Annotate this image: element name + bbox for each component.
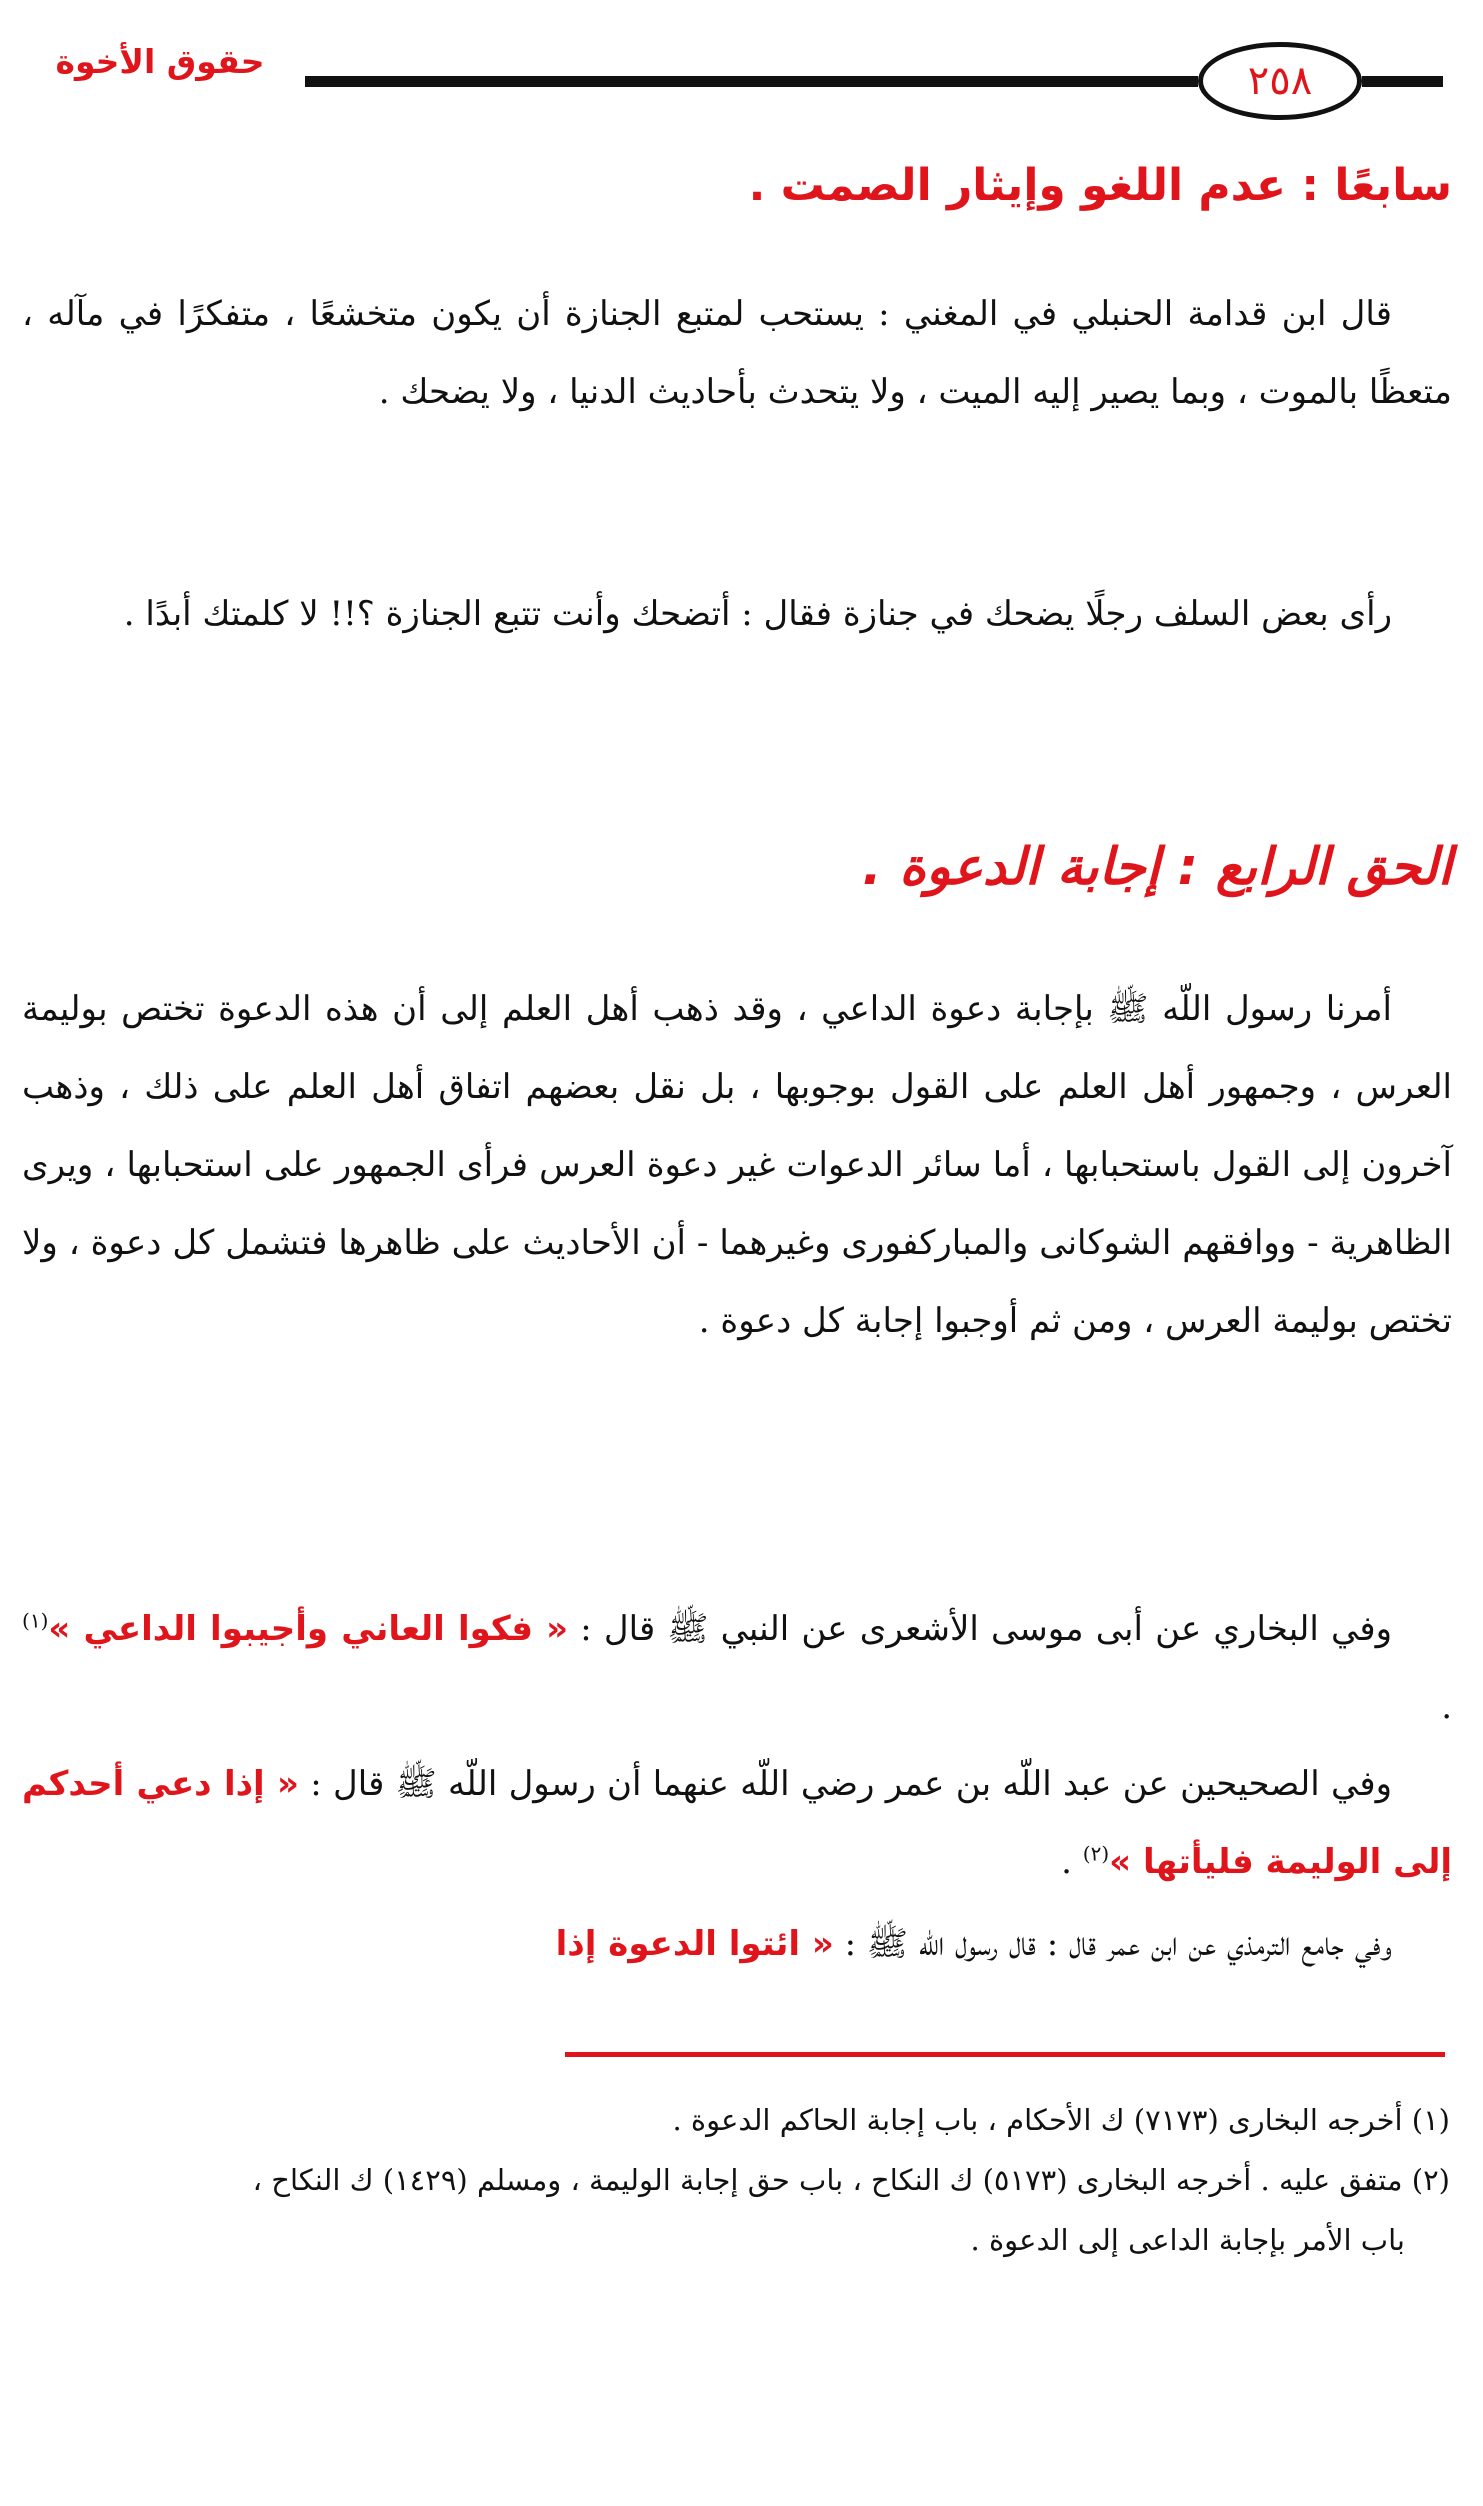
footnote-separator <box>565 2052 1445 2057</box>
footnote-ref: (١) <box>22 1608 49 1633</box>
paragraph-ibn-qudama: قال ابن قدامة الحنبلي في المغني : يستحب لمتبع الجنازة أن يكون متخشعًا ، متفكرًا في مآله ، متعظًا بالموت ، وبما يصير إليه الميت ، ولا يتحدث بأحاديث الدنيا ، ولا يضحك . <box>22 294 1452 412</box>
paragraph-bukhari-hadith <box>22 1590 1452 1746</box>
section-seven-heading: سابعًا : عدم اللغو وإيثار الصمت . <box>748 160 1452 211</box>
footnote-2-continued: باب الأمر بإجابة الداعى إلى الدعوة . <box>970 2223 1405 2257</box>
page-header <box>0 0 1483 120</box>
hadith-quote: « فكوا العاني وأجيبوا الداعي » <box>48 1609 569 1649</box>
footnote-2: (٢) متفق عليه . أخرجه البخارى (٥١٧٣) ك النكاح ، باب حق إجابة الوليمة ، ومسلم (١٤٢٩) ك النكاح ، <box>252 2163 1450 2197</box>
paragraph-sahihayn-hadith <box>22 1745 1452 1901</box>
footnote-1: (١) أخرجه البخارى (٧١٧٣) ك الأحكام ، باب إجابة الحاكم الدعوة . <box>672 2103 1450 2137</box>
paragraph-salaf: رأى بعض السلف رجلًا يضحك في جنازة فقال : أتضحك وأنت تتبع الجنازة ؟!! لا كلمتك أبدًا . <box>123 594 1392 634</box>
running-title: حقوق الأخوة <box>55 42 265 81</box>
hadith-intro: وفي الصحيحين عن عبد اللّه بن عمر رضي اللّه عنهما أن رسول اللّه ﷺ قال : <box>298 1764 1392 1804</box>
hadith-end: . <box>1441 1687 1452 1727</box>
header-rule <box>305 76 1198 87</box>
hadith-quote: « ائتوا الدعوة إذا <box>555 1924 834 1964</box>
footnote-ref: (٢) <box>1082 1841 1110 1866</box>
header-rule-end <box>1362 76 1443 87</box>
hadith-intro: وفي جامع الترمذي عن ابن عمر قال : قال رسول اللّه ﷺ : <box>833 1924 1392 1964</box>
hadith-intro: وفي البخاري عن أبى موسى الأشعرى عن النبي ﷺ قال : <box>568 1609 1392 1649</box>
hadith-end: . <box>1061 1842 1083 1882</box>
hadith-quote: « إذا دعي أحدكم إلى الوليمة فليأتها » <box>22 1764 1452 1882</box>
page-number: ٢٥٨ <box>1198 42 1362 120</box>
section-fourth-right-heading: الحق الرابع : إجابة الدعوة . <box>862 838 1452 897</box>
paragraph-tirmidhi-hadith <box>22 1905 1452 1983</box>
paragraph-invitation: أمرنا رسول اللّه ﷺ بإجابة دعوة الداعي ، وقد ذهب أهل العلم إلى أن هذه الدعوة تختص بوليمة العرس ، وجمهور أهل العلم على القول بوجوبها ، بل نقل بعضهم اتفاق أهل العلم على ذلك ، وذهب آخرون إلى القول باستحبابها ، أما سائر الدعوات غير دعوة العرس فرأى الجمهور على استحبابها ، ويرى الظاهرية - ووافقهم الشوكانى والمباركفورى وغيرهما - أن الأحاديث على ظاهرها فتشمل كل دعوة ، ولا تختص بوليمة العرس ، ومن ثم أوجبوا إجابة كل دعوة . <box>22 989 1452 1341</box>
